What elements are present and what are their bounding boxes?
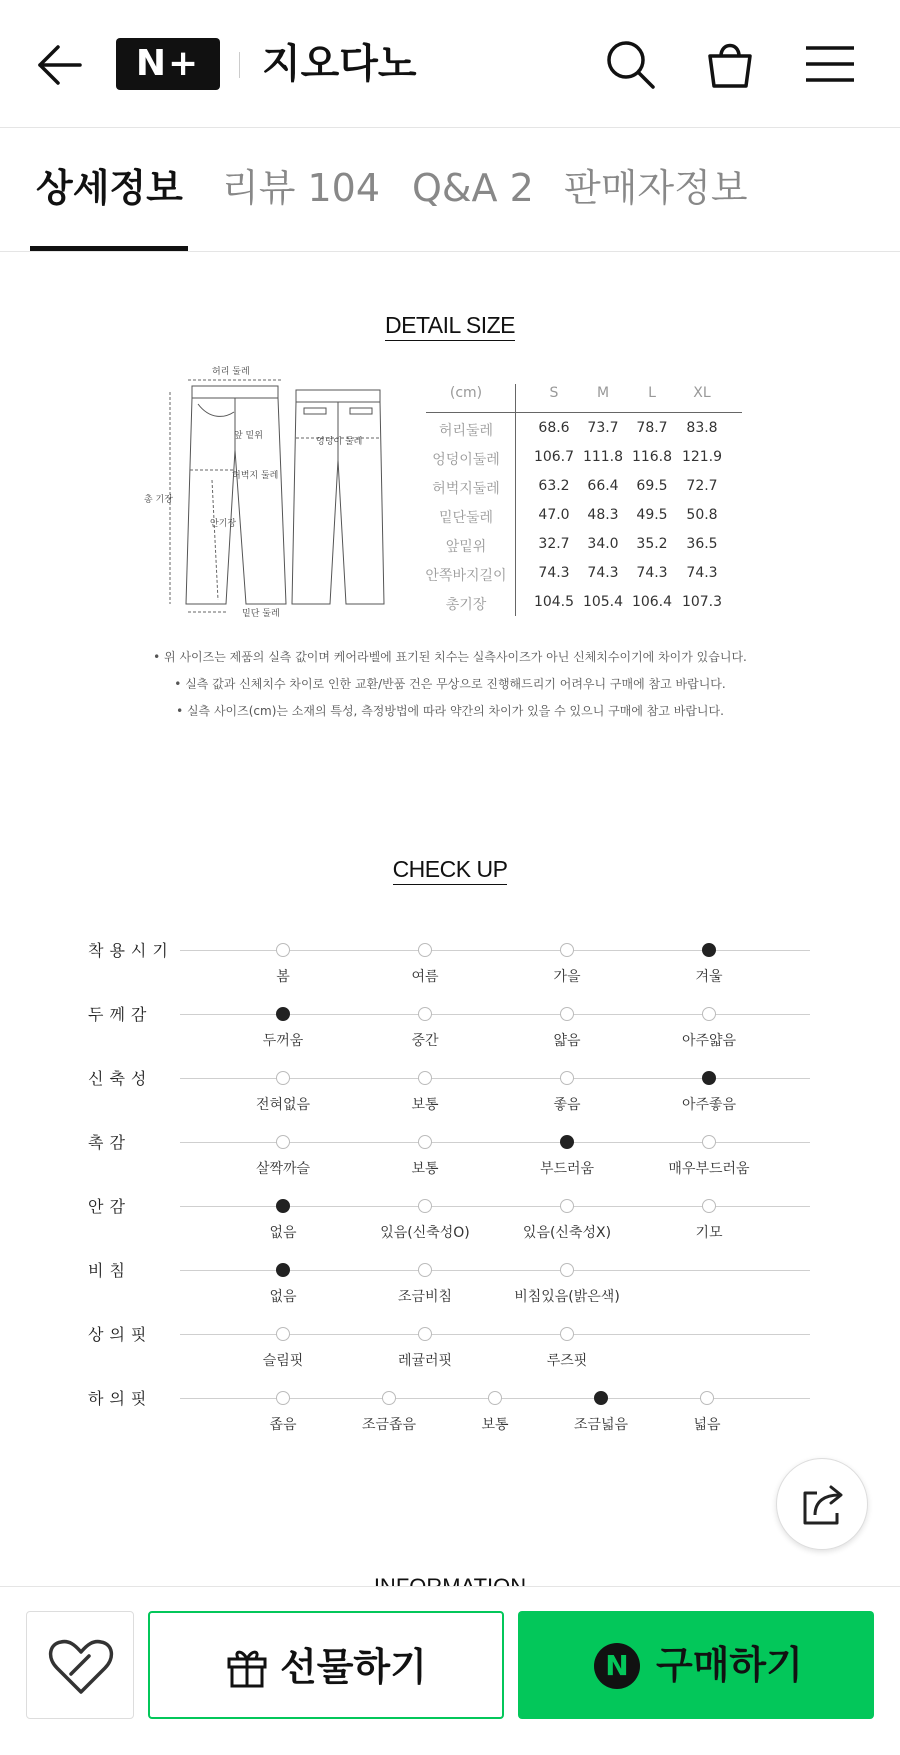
check-row-sheerness: 비침 없음 조금비침 비침있음(밝은색)	[0, 1260, 900, 1320]
app-header	[0, 0, 900, 128]
diagram-label-waist: 허리 둘레	[212, 367, 250, 377]
check-option: 얇음	[492, 1007, 642, 1050]
check-option: 기모	[634, 1199, 784, 1242]
check-row-season: 착용시기 봄 여름 가을 겨울	[0, 940, 900, 1000]
bottom-action-bar	[0, 1586, 900, 1755]
check-option-selected: 겨울	[634, 943, 784, 986]
check-row-bottom-fit: 하의핏 좁음 조금좁음 보통 조금넓음 넓음	[0, 1388, 900, 1448]
check-option: 봄	[208, 943, 358, 986]
menu-icon[interactable]	[802, 36, 858, 92]
size-notes	[0, 644, 900, 725]
check-row-top-fit: 상의핏 슬림핏 레귤러핏 루즈핏	[0, 1324, 900, 1384]
tab-seller-info[interactable]: 판매자정보	[564, 166, 748, 210]
check-option-selected: 없음	[208, 1199, 358, 1242]
diagram-label-front-rise: 앞 밑위	[234, 431, 263, 441]
naver-n-icon: N	[594, 1643, 640, 1689]
buy-label: 구매하기	[656, 1643, 803, 1687]
check-option: 레귤러핏	[350, 1327, 500, 1370]
check-option: 매우부드러움	[634, 1135, 784, 1178]
check-option: 아주얇음	[634, 1007, 784, 1050]
diagram-label-total-length: 총 기장	[144, 495, 173, 505]
check-option: 슬림핏	[208, 1327, 358, 1370]
tab-detail[interactable]: 상세정보	[36, 166, 183, 210]
check-row-lining: 안감 없음 있음(신축성O) 있음(신축성X) 기모	[0, 1196, 900, 1256]
tab-qna[interactable]: Q&A 2	[412, 166, 534, 210]
check-option: 좋음	[492, 1071, 642, 1114]
gift-icon	[226, 1645, 268, 1689]
active-tab-indicator	[30, 246, 188, 251]
size-note: • 실측 사이즈(cm)는 소재의 특성, 측정방법에 따라 약간의 차이가 있을 수 있으니 구매에 참고 바랍니다.	[176, 704, 724, 718]
size-table-divider-vertical	[515, 384, 516, 616]
check-option: 보통	[420, 1391, 570, 1434]
back-arrow-icon[interactable]	[34, 40, 84, 90]
shopping-bag-icon[interactable]	[702, 36, 758, 92]
check-option: 있음(신축성O)	[350, 1199, 500, 1242]
check-option-selected: 조금넓음	[526, 1391, 676, 1434]
diagram-label-hip: 엉덩이 둘레	[316, 437, 363, 447]
check-option-selected: 두꺼움	[208, 1007, 358, 1050]
size-note: • 위 사이즈는 제품의 실측 값이며 케어라벨에 표기된 치수는 실측사이즈가 아닌 신체치수이기에 차이가 있습니다.	[153, 650, 747, 664]
size-table-divider-horizontal	[426, 412, 742, 413]
check-up-title: CHECK UP	[0, 856, 900, 883]
size-note: • 실측 값과 신체치수 차이로 인한 교환/반품 건은 무상으로 진행해드리기 어려우니 구매에 참고 바랍니다.	[174, 677, 726, 691]
diagram-label-thigh: 허벅지 둘레	[232, 471, 279, 481]
check-option: 전혀없음	[208, 1071, 358, 1114]
check-option: 살짝까슬	[208, 1135, 358, 1178]
check-option: 넓음	[632, 1391, 782, 1434]
check-row-touch: 촉감 살짝까슬 보통 부드러움 매우부드러움	[0, 1132, 900, 1192]
product-tabs	[0, 128, 900, 252]
check-option: 비침있음(밝은색)	[492, 1263, 642, 1306]
zzim-button[interactable]	[26, 1611, 134, 1719]
tab-reviews[interactable]: 리뷰 104	[222, 166, 381, 210]
pants-size-diagram	[130, 360, 410, 630]
gift-button[interactable]	[148, 1611, 504, 1719]
information-section-title	[0, 1572, 900, 1586]
check-option-selected: 없음	[208, 1263, 358, 1306]
check-option: 좁음	[208, 1391, 358, 1434]
check-option: 중간	[350, 1007, 500, 1050]
check-option: 보통	[350, 1135, 500, 1178]
check-row-thickness: 두께감 두꺼움 중간 얇음 아주얇음	[0, 1004, 900, 1064]
check-option: 가을	[492, 943, 642, 986]
detail-size-title: DETAIL SIZE	[0, 312, 900, 339]
naver-plus-logo[interactable]: N+	[116, 38, 220, 90]
buy-button[interactable]	[518, 1611, 874, 1719]
check-option: 조금비침	[350, 1263, 500, 1306]
check-option: 있음(신축성X)	[492, 1199, 642, 1242]
search-icon[interactable]	[602, 36, 658, 92]
diagram-label-hem: 밑단 둘레	[242, 609, 280, 619]
check-option: 여름	[350, 943, 500, 986]
check-row-stretch: 신축성 전혀없음 보통 좋음 아주좋음	[0, 1068, 900, 1128]
check-option: 루즈핏	[492, 1327, 642, 1370]
heart-link-icon	[27, 1612, 135, 1720]
diagram-label-inseam: 안기장	[210, 519, 237, 529]
store-name[interactable]: 지오다노	[262, 41, 417, 87]
check-option: 조금좁음	[314, 1391, 464, 1434]
share-icon	[777, 1459, 869, 1551]
check-option: 보통	[350, 1071, 500, 1114]
gift-label: 선물하기	[280, 1645, 427, 1689]
logo-divider	[239, 52, 240, 78]
check-option-selected: 아주좋음	[634, 1071, 784, 1114]
check-option-selected: 부드러움	[492, 1135, 642, 1178]
share-button[interactable]	[776, 1458, 868, 1550]
